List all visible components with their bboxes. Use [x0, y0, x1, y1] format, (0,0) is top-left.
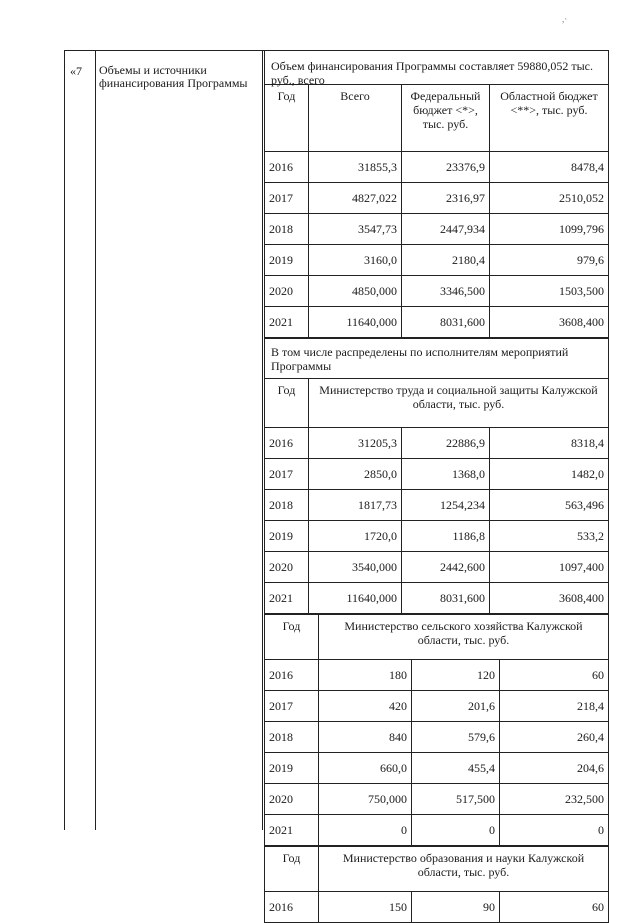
table-row [265, 214, 609, 245]
cell-federal: 1368,0 [402, 459, 490, 490]
cell-total: 11640,000 [309, 583, 402, 614]
cell-regional: 0 [500, 815, 609, 846]
cell-total: 420 [319, 691, 412, 722]
cell-regional: 2510,052 [490, 183, 609, 214]
table-row [265, 490, 609, 521]
cell-year: 2018 [265, 722, 319, 753]
totals-body [265, 152, 609, 338]
cell-year: 2019 [265, 521, 309, 552]
cell-year: 2020 [265, 276, 309, 307]
cell-year: 2018 [265, 214, 309, 245]
cell-total: 11640,000 [309, 307, 402, 338]
cell-federal: 517,500 [412, 784, 500, 815]
cell-regional: 204,6 [500, 753, 609, 784]
table-row [265, 521, 609, 552]
cell-year: 2018 [265, 490, 309, 521]
row-title: Объемы и источники финансирования Программы [99, 63, 248, 90]
frame-left-border [64, 50, 65, 830]
header-federal: Федеральный бюджет <*>, тыс. руб. [402, 85, 490, 152]
table-row [265, 784, 609, 815]
cell-year: 2016 [265, 152, 309, 183]
cell-total: 1817,73 [309, 490, 402, 521]
education-table [264, 846, 609, 923]
education-body [265, 892, 609, 923]
cell-regional: 260,4 [500, 722, 609, 753]
labor-table [264, 378, 609, 614]
cell-total: 150 [319, 892, 412, 923]
cell-federal: 2180,4 [402, 245, 490, 276]
cell-total: 750,000 [319, 784, 412, 815]
table-row [265, 459, 609, 490]
cell-total: 3160,0 [309, 245, 402, 276]
cell-total: 4827,022 [309, 183, 402, 214]
cell-federal: 8031,600 [402, 307, 490, 338]
cell-total: 31855,3 [309, 152, 402, 183]
table-row [265, 276, 609, 307]
cell-year: 2016 [265, 892, 319, 923]
table-row [265, 152, 609, 183]
cell-regional: 1503,500 [490, 276, 609, 307]
cell-regional: 1099,796 [490, 214, 609, 245]
cell-year: 2021 [265, 583, 309, 614]
education-header-year: Год [265, 847, 319, 892]
cell-total: 3547,73 [309, 214, 402, 245]
frame-top-border [64, 50, 264, 51]
cell-federal: 3346,500 [402, 276, 490, 307]
cell-total: 660,0 [319, 753, 412, 784]
frame-col-divider [95, 50, 96, 830]
financing-panel [264, 50, 609, 923]
table-row [265, 583, 609, 614]
cell-federal: 1186,8 [402, 521, 490, 552]
cell-total: 2850,0 [309, 459, 402, 490]
table-row [265, 245, 609, 276]
table-row [265, 691, 609, 722]
table-row [265, 753, 609, 784]
labor-body [265, 428, 609, 614]
agriculture-header-title: Министерство сельского хозяйства Калужской области, тыс. руб. [319, 615, 609, 660]
cell-total: 0 [319, 815, 412, 846]
header-year: Год [265, 85, 309, 152]
cell-regional: 3608,400 [490, 583, 609, 614]
table-row [265, 183, 609, 214]
cell-total: 31205,3 [309, 428, 402, 459]
cell-year: 2017 [265, 691, 319, 722]
cell-federal: 23376,9 [402, 152, 490, 183]
cell-federal: 2316,97 [402, 183, 490, 214]
cell-total: 180 [319, 660, 412, 691]
cell-regional: 232,500 [500, 784, 609, 815]
totals-table [264, 84, 609, 338]
cell-federal: 90 [412, 892, 500, 923]
cell-regional: 979,6 [490, 245, 609, 276]
cell-regional: 218,4 [500, 691, 609, 722]
cell-regional: 533,2 [490, 521, 609, 552]
cell-federal: 0 [412, 815, 500, 846]
cell-year: 2019 [265, 753, 319, 784]
header-total: Всего [309, 85, 402, 152]
cell-total: 840 [319, 722, 412, 753]
cell-total: 3540,000 [309, 552, 402, 583]
cell-federal: 22886,9 [402, 428, 490, 459]
cell-year: 2017 [265, 459, 309, 490]
education-header-title: Министерство образования и науки Калужской области, тыс. руб. [319, 847, 609, 892]
summary-text: Объем финансирования Программы составляет 59880,052 тыс. руб., всего [264, 50, 609, 84]
cell-federal: 2442,600 [402, 552, 490, 583]
cell-federal: 1254,234 [402, 490, 490, 521]
table-row [265, 892, 609, 923]
agriculture-header-row [265, 615, 609, 660]
distribution-note: В том числе распределены по исполнителям мероприятий Программы [264, 338, 609, 378]
cell-regional: 563,496 [490, 490, 609, 521]
table-row [265, 815, 609, 846]
cell-federal: 2447,934 [402, 214, 490, 245]
cell-total: 4850,000 [309, 276, 402, 307]
cell-year: 2016 [265, 660, 319, 691]
totals-header-row [265, 85, 609, 152]
table-row [265, 660, 609, 691]
scan-mark: ,· [562, 14, 568, 24]
labor-header-title: Министерство труда и социальной защиты Калужской области, тыс. руб. [309, 379, 609, 428]
cell-federal: 455,4 [412, 753, 500, 784]
labor-header-row [265, 379, 609, 428]
cell-year: 2021 [265, 815, 319, 846]
labor-header-year: Год [265, 379, 309, 428]
frame-col-divider-2 [262, 50, 263, 830]
cell-federal: 201,6 [412, 691, 500, 722]
cell-year: 2019 [265, 245, 309, 276]
table-row [265, 307, 609, 338]
agriculture-body [265, 660, 609, 846]
cell-total: 1720,0 [309, 521, 402, 552]
cell-regional: 8318,4 [490, 428, 609, 459]
cell-year: 2021 [265, 307, 309, 338]
cell-regional: 1482,0 [490, 459, 609, 490]
cell-regional: 60 [500, 892, 609, 923]
cell-year: 2020 [265, 784, 319, 815]
cell-federal: 120 [412, 660, 500, 691]
cell-year: 2016 [265, 428, 309, 459]
cell-year: 2017 [265, 183, 309, 214]
table-row [265, 552, 609, 583]
agriculture-table [264, 614, 609, 846]
table-row [265, 428, 609, 459]
cell-regional: 8478,4 [490, 152, 609, 183]
cell-year: 2020 [265, 552, 309, 583]
education-header-row [265, 847, 609, 892]
row-number: «7 [70, 64, 82, 78]
header-regional: Областной бюджет <**>, тыс. руб. [490, 85, 609, 152]
cell-regional: 3608,400 [490, 307, 609, 338]
table-row [265, 722, 609, 753]
agriculture-header-year: Год [265, 615, 319, 660]
cell-regional: 60 [500, 660, 609, 691]
cell-federal: 8031,600 [402, 583, 490, 614]
cell-regional: 1097,400 [490, 552, 609, 583]
cell-federal: 579,6 [412, 722, 500, 753]
